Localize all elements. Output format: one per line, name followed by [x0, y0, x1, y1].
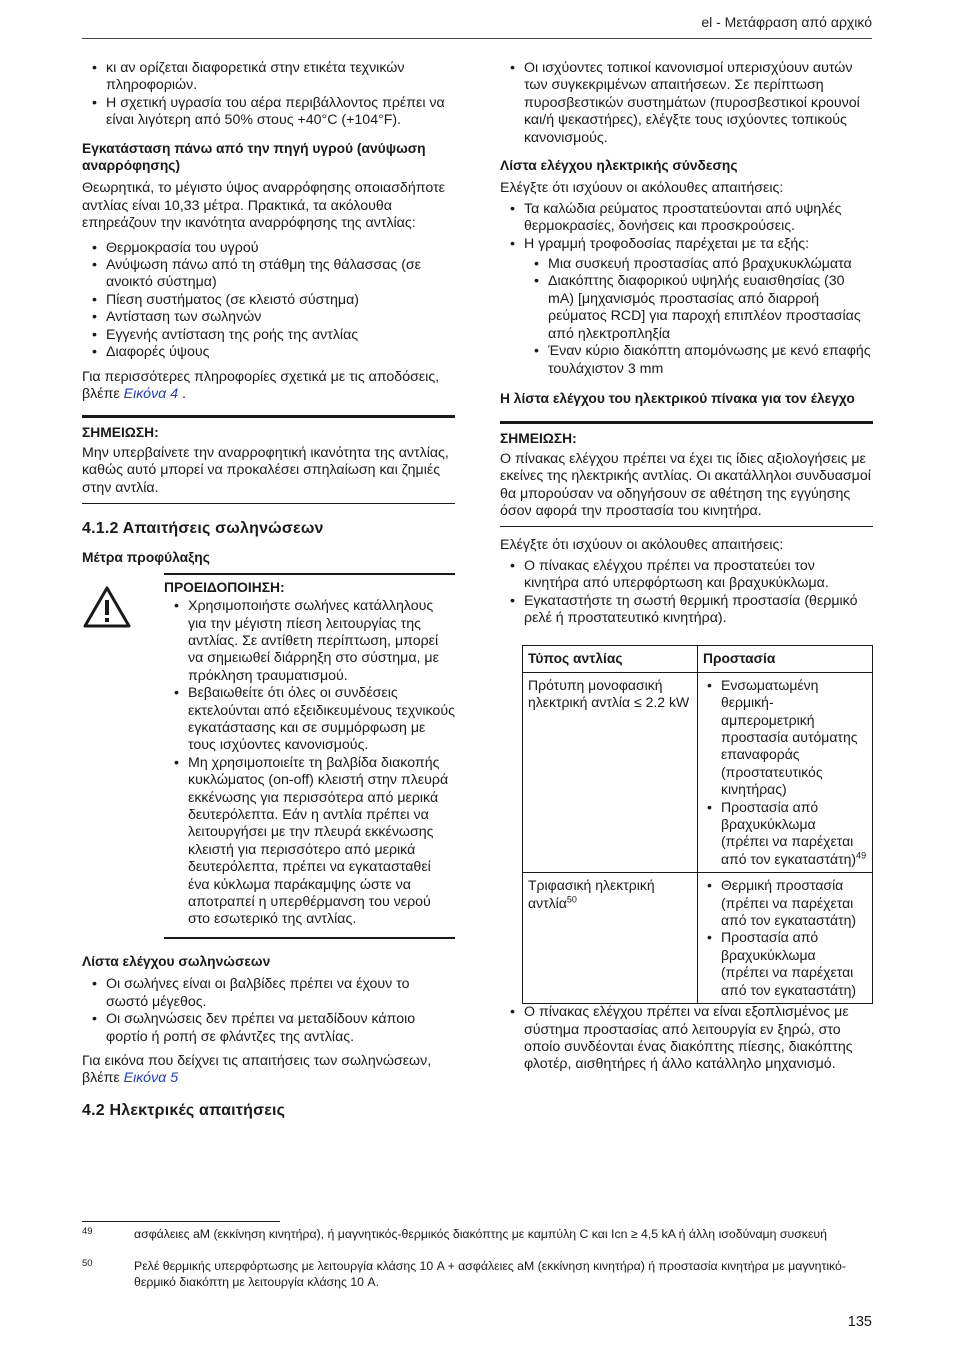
more-info-paragraph: Για περισσότερες πληροφορίες σχετικά με τις αποδόσεις, βλέπε Εικόνα 4 . — [82, 368, 440, 402]
figure-5-link[interactable]: Εικόνα 5 — [123, 1070, 179, 1087]
install-heading: Εγκατάσταση πάνω από την πηγή υγρού (ανύψωση αναρρόφησης) — [82, 140, 426, 174]
warning-title: ΠΡΟΕΙΔΟΠΟΙΗΣΗ: — [164, 579, 285, 595]
list-item: • Αντίσταση των σωληνών — [82, 309, 455, 326]
list-item: • Διακόπτης διαφορικού υψηλής ευαισθησίας (30 mA) [μηχανισμός προστασίας από διαρροή ρεύματος RCD] για παροχή επιπλέον προστασίας από ηλεκτροπληξία — [524, 273, 873, 343]
left-column — [82, 60, 455, 1131]
table-cell-pump-type: Πρότυπη μονοφασική ηλεκτρική αντλία ≤ 2.2 kW — [523, 672, 698, 872]
list-item: • Ανύψωση πάνω από τη στάθμη της θάλασσας (σε ανοικτό σύστημα) — [82, 257, 455, 292]
list-item: • Οι σωληνώσεις δεν πρέπει να μεταδίδουν κάποιο φορτίο ή ροπή σε φλάντζες της αντλίας. — [82, 1011, 455, 1046]
column-header-protection: Προστασία — [698, 646, 873, 672]
electrical-intro: Ελέγξτε ότι ισχύουν οι ακόλουθες απαιτήσεις: — [500, 180, 784, 197]
section-heading-4-1-2: 4.1.2 Απαιτήσεις σωληνώσεων — [82, 519, 324, 537]
panel-intro: Ελέγξτε ότι ισχύουν οι ακόλουθες απαιτήσεις: — [500, 537, 784, 554]
table-cell-pump-type: Τριφασική ηλεκτρική αντλία$^{50}$ — [523, 873, 698, 1004]
running-header: el - Μετάφραση από αρχικό — [701, 14, 872, 30]
list-item: • Ο πίνακας ελέγχου πρέπει να είναι εξοπλισμένος με σύστημα προστασίας από λειτουργία εν ξηρώ, στο οποίο συνδέονται ένας διακόπτης πίεσης, διακόπτης φλοτέρ, αισθητήρες ή άλλο κατάλληλο μηχανισμό. — [500, 1004, 873, 1074]
list-item: • Πίεση συστήματος (σε κλειστό σύστημα) — [82, 292, 455, 309]
note-title: ΣΗΜΕΙΩΣΗ: — [82, 425, 159, 441]
footnote-rule — [82, 1221, 280, 1222]
intro-bullets — [82, 95, 455, 130]
list-item: • Ο πίνακας ελέγχου πρέπει να προστατεύει τον κινητήρα από υπερφόρτωση και βραχυκύκλωμα. — [500, 558, 873, 593]
panel-checklist-heading: Η λίστα ελέγχου του ηλεκτρικού πίνακα για τον έλεγχο — [500, 390, 855, 406]
electrical-bullets — [500, 201, 873, 378]
list-item: • Οι ισχύοντες τοπικοί κανονισμοί υπερισχύουν αυτών των συγκεκριμένων απαιτήσεων. Σε περίπτωση πυροσβεστικών συστημάτων (πυροσβεστικοί κρουνοί και/ή ψεκαστήρες), ελέγξτε τους ισχύοντες τοπικούς κανονισμούς. — [500, 60, 873, 147]
list-item: • Οι σωλήνες είναι οι βαλβίδες πρέπει να έχουν το σωστό μέγεθος. — [82, 976, 455, 1011]
note-text: Μην υπερβαίνετε την αναρροφητική ικανότητα της αντλίας, καθώς αυτό μπορεί να προκαλέσει σπηλαίωση και ζημιές στην αντλία. — [82, 444, 449, 496]
list-item: • Θερμική προστασία (πρέπει να παρέχεται από τον εγκαταστάτη) — [703, 877, 867, 929]
list-item: • Τα καλώδια ρεύματος προστατεύονται από υψηλές θερμοκρασίες, δονήσεις και προσκρούσεις. — [500, 201, 873, 236]
list-item: • Βεβαιωθείτε ότι όλες οι συνδέσεις εκτελούνται από εξειδικευμένους τεχνικούς εγκατάστασης και σε συμμόρφωση με τους ισχύοντες κανονισμούς. — [164, 685, 455, 755]
right-column — [500, 60, 873, 1081]
footnote-ref-50[interactable]: 50 — [566, 894, 577, 904]
column-header-pump-type: Τύπος αντλίας — [523, 646, 698, 672]
footnote-text: ασφάλειες aM (εκκίνηση κινητήρα), ή μαγνητικός-θερμικός διακόπτης με καμπύλη C και Icn ≥ 4,5 kA ή άλλη ισοδύναμη συσκευή — [134, 1227, 827, 1241]
warning-triangle-icon — [82, 573, 164, 939]
list-item-continued: • κι αν ορίζεται διαφορετικά στην ετικέτα τεχνικών πληροφοριών. — [82, 60, 455, 95]
footnote-number: 49 — [82, 1226, 93, 1237]
list-item: • Έναν κύριο διακόπτη απομόνωσης με κενό επαφής τουλάχιστον 3 mm — [524, 343, 873, 378]
section-heading-4-2: 4.2 Ηλεκτρικές απαιτήσεις — [82, 1101, 286, 1119]
install-paragraph: Θεωρητικά, το μέγιστο ύψος αναρρόφησης οποιασδήποτε αντλίας είναι 10,33 μέτρα. Πρακτικά, τα ακόλουθα επηρεάζουν την ικανότητα αναρρόφησης της αντλίας: — [82, 180, 445, 232]
list-item: • Μη χρησιμοποιείτε τη βαλβίδα διακοπής κυκλώματος (on-off) κλειστή στην πλευρά εκκένωσης για περισσότερα από μερικά δευτερόλεπτα. Εάν η αντλία πρέπει να λειτουργήσει με την πλευρά εκκένωσης κλειστή για περισσότερο από μερικά δευτερόλεπτα, πρέπει να εγκατασταθεί ένα κύκλωμα παράκαμψης ώστε να αποτραπεί η υπερθέρμανση του νερού στο εσωτερικό της αντλίας. — [164, 755, 455, 929]
list-item: • Η σχετική υγρασία του αέρα περιβάλλοντος πρέπει να είναι λιγότερη από 50% στους +40°C (+104°F). — [82, 95, 455, 130]
note-box — [500, 421, 873, 527]
protection-table — [522, 645, 873, 1004]
precautions-heading: Μέτρα προφύλαξης — [82, 550, 210, 566]
list-item: • Εγκαταστήστε τη σωστή θερμική προστασία (θερμικό ρελέ ή προστατευτικό κινητήρα). — [500, 593, 873, 628]
list-item: • Προστασία από βραχυκύκλωμα (πρέπει να παρέχεται από τον εγκαταστάτη) — [703, 929, 867, 999]
table-row — [523, 873, 873, 1004]
header-rule — [82, 38, 872, 39]
footnote-text: Ρελέ θερμικής υπερφόρτωσης με λειτουργία κλάσης 10 A + ασφάλειες aM (εκκίνηση κινητήρα) ή προστασία κινητήρα με μαγνητικό-θερμικό διακόπτη με λειτουργία κλάσης 10 A. — [134, 1259, 846, 1289]
supply-line-sublist — [524, 256, 873, 378]
table-cell-protection — [698, 672, 873, 872]
install-bullets — [82, 240, 455, 362]
piping-checklist-heading: Λίστα ελέγχου σωληνώσεων — [82, 953, 271, 969]
list-item: • Διαφορές ύψους — [82, 344, 455, 361]
warning-body — [164, 573, 455, 939]
list-item: • Η γραμμή τροφοδοσίας παρέχεται με τα εξής: • Μια συσκευή προστασίας από βραχυκυκλώματα • Διακόπτης διαφορικού υψηλής ευαισθησίας (30 mA) [μηχανισμός προστασίας από διαρροή ρεύματος RCD] για παροχή επιπλέον προστασίας από ηλεκτροπληξία • Έναν κύριο διακόπτη απομόνωσης με κενό επαφής τουλάχιστον 3 mm — [500, 236, 873, 378]
note-text: Ο πίνακας ελέγχου πρέπει να έχει τις ίδιες αξιολογήσεις με εκείνες της ηλεκτρικής αντλίας. Οι ακατάλληλοι συνδυασμοί θα μπορούσαν να οδηγήσουν σε αθέτηση της εγγύησης όσον αφορά την προστασία του κινητήρα. — [500, 450, 871, 519]
list-item: • Μια συσκευή προστασίας από βραχυκυκλώματα — [524, 256, 873, 273]
footnote-50 — [82, 1258, 873, 1290]
dry-run-bullets — [500, 1004, 873, 1074]
note-title: ΣΗΜΕΙΩΣΗ: — [500, 431, 577, 447]
figure-5-paragraph: Για εικόνα που δείχνει τις απαιτήσεις των σωληνώσεων, βλέπε Εικόνα 5 — [82, 1052, 432, 1087]
note-box — [82, 415, 455, 504]
warning-bullets — [164, 598, 455, 929]
list-item: • Θερμοκρασία του υγρού — [82, 240, 455, 257]
intro-list — [82, 60, 455, 95]
list-item: • Χρησιμοποιήστε σωλήνες κατάλληλους για την μέγιστη πίεση λειτουργίας της αντλίας. Σε αντίθετη περίπτωση, μπορεί να σημειωθεί διάρρηξη στο σύστημα, με πρόκληση τραυματισμού. — [164, 598, 455, 685]
figure-4-link[interactable]: Εικόνα 4 — [123, 385, 179, 402]
footnote-49 — [82, 1226, 873, 1242]
list-item: • Ενσωματωμένη θερμική-αμπερομετρική προστασία αυτόματης επαναφοράς (προστατευτικός κινητήρας) — [703, 677, 867, 799]
electrical-checklist-heading: Λίστα ελέγχου ηλεκτρικής σύνδεσης — [500, 158, 738, 174]
footnote-number: 50 — [82, 1258, 93, 1269]
page-number: 135 — [847, 1314, 872, 1330]
panel-bullets — [500, 558, 873, 628]
regulation-bullets — [500, 60, 873, 147]
table-cell-protection — [698, 873, 873, 1004]
list-item: • Προστασία από βραχυκύκλωμα (πρέπει να παρέχεται από τον εγκαταστάτη)$^{49}$ — [703, 799, 867, 869]
table-row — [523, 672, 873, 872]
list-item: • Εγγενής αντίσταση της ροής της αντλίας — [82, 327, 455, 344]
footnote-ref-49[interactable]: 49 — [856, 850, 867, 861]
piping-checklist-bullets — [82, 976, 455, 1046]
warning-block — [82, 573, 455, 939]
table-header-row — [523, 646, 873, 672]
